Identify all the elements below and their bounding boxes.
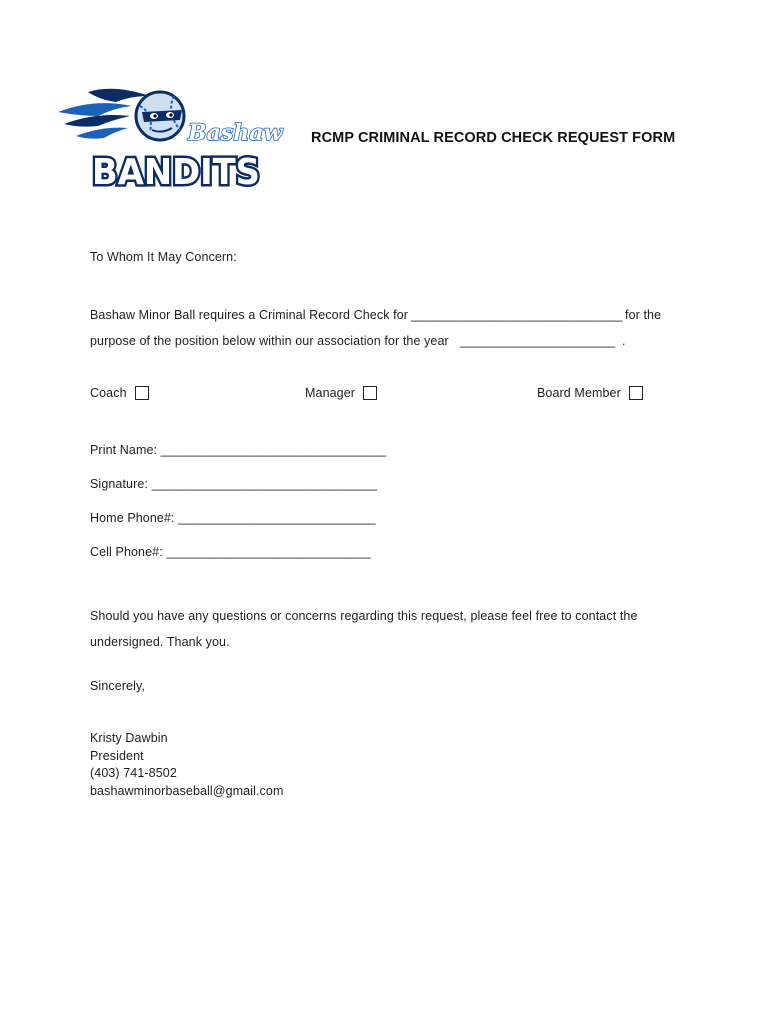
request-line-1-end: for the [625, 308, 662, 322]
coach-checkbox[interactable] [135, 386, 149, 400]
logo-script-text: Bashaw [188, 120, 283, 146]
cell-phone-field [90, 545, 371, 559]
request-line-2-end: . [622, 334, 626, 348]
signature-field [90, 477, 377, 491]
signature-blank[interactable]: ________________________________ [151, 477, 378, 491]
position-option-manager [305, 386, 377, 400]
signer-phone: (403) 741-8502 [90, 766, 177, 780]
coach-label: Coach [90, 386, 127, 400]
logo-block-text: BANDITS [92, 152, 260, 193]
cell-phone-blank[interactable]: _____________________________ [166, 545, 371, 559]
year-blank[interactable]: ______________________ [460, 334, 616, 348]
print-name-field [90, 443, 386, 457]
signer-role: President [90, 748, 144, 763]
form-title: RCMP CRIMINAL RECORD CHECK REQUEST FORM [311, 130, 676, 146]
closing-line-2: undersigned. Thank you. [90, 635, 230, 649]
baseball-mascot-icon [136, 92, 184, 140]
signoff: Sincerely, [90, 679, 145, 693]
cell-phone-label: Cell Phone#: [90, 545, 163, 559]
request-line-2-text: purpose of the position below within our association for the year [90, 334, 449, 348]
salutation: To Whom It May Concern: [90, 250, 237, 264]
candidate-name-blank[interactable]: ______________________________ [411, 308, 623, 322]
board-member-checkbox[interactable] [629, 386, 643, 400]
signature-label: Signature: [90, 477, 148, 491]
print-name-label: Print Name: [90, 443, 158, 457]
home-phone-blank[interactable]: ____________________________ [178, 511, 376, 525]
closing-line-1: Should you have any questions or concerns regarding this request, please feel free to contact the [90, 609, 638, 623]
manager-checkbox[interactable] [363, 386, 377, 400]
signature-block [90, 730, 283, 800]
home-phone-label: Home Phone#: [90, 511, 175, 525]
home-phone-field [90, 511, 376, 525]
signer-email[interactable]: bashawminorbaseball@gmail.com [90, 783, 284, 798]
board-member-label: Board Member [537, 386, 621, 400]
bashaw-bandits-logo [54, 86, 283, 193]
position-option-coach [90, 386, 149, 400]
signer-name: Kristy Dawbin [90, 731, 168, 745]
position-option-board-member [537, 386, 643, 400]
manager-label: Manager [305, 386, 356, 400]
print-name-blank[interactable]: ________________________________ [160, 443, 387, 457]
request-line-1-text: Bashaw Minor Ball requires a Criminal Record Check for [90, 308, 409, 322]
